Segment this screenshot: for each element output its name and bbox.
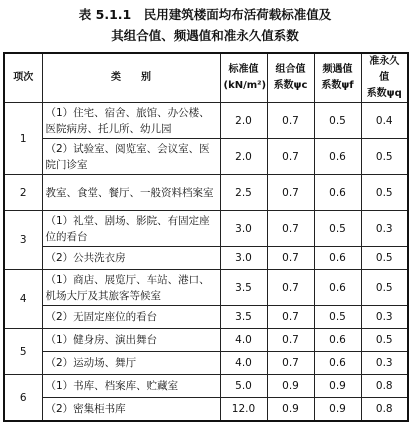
row-standard-value: 4.0 [220,352,267,375]
row-combination-coefficient: 0.7 [267,211,314,247]
row-index: 5 [4,329,42,375]
row-index: 6 [4,375,42,422]
row-index: 2 [4,175,42,211]
row-category: （1）商店、展览厅、车站、港口、机场大厅及其旅客等候室 [42,270,220,306]
header-standard-line1: 标准值 [228,64,259,75]
row-category: 教室、食堂、餐厅、一般资料档案室 [42,175,220,211]
row-combination-coefficient: 0.7 [267,103,314,139]
row-category: （1）健身房、演出舞台 [42,329,220,352]
row-standard-value: 3.5 [220,270,267,306]
row-quasi-coefficient: 0.5 [361,329,408,352]
table-row [4,329,408,352]
row-category: （2）试验室、阅览室、会议室、医院门诊室 [42,139,220,175]
header-category: 类 别 [42,53,220,103]
row-index: 4 [4,270,42,329]
row-frequent-coefficient: 0.6 [314,329,361,352]
row-quasi-coefficient: 0.3 [361,352,408,375]
row-combination-coefficient: 0.7 [267,306,314,329]
table-row [4,103,408,139]
row-category: （1）住宅、宿舍、旅馆、办公楼、医院病房、托儿所、幼儿园 [42,103,220,139]
header-quasi-line2: 系数ψq [366,88,402,99]
table-row [4,375,408,398]
header-frequent-coefficient [314,53,361,103]
row-frequent-coefficient: 0.6 [314,175,361,211]
header-combination-line1: 组合值 [275,64,306,75]
header-combination-line2: 系数ψc [273,80,308,91]
row-quasi-coefficient: 0.8 [361,398,408,422]
title-line-1: 表 5.1.1 民用建筑楼面均布活荷载标准值及 [78,7,332,22]
table-row [4,139,408,175]
row-category: （1）书库、档案库、贮藏室 [42,375,220,398]
row-combination-coefficient: 0.9 [267,398,314,422]
table-row [4,270,408,306]
header-standard-line2: (kN/m²) [223,80,267,91]
row-quasi-coefficient: 0.5 [361,270,408,306]
row-standard-value: 2.0 [220,103,267,139]
row-category: （2）密集柜书库 [42,398,220,422]
row-index: 3 [4,211,42,270]
row-combination-coefficient: 0.7 [267,329,314,352]
row-standard-value: 2.5 [220,175,267,211]
row-frequent-coefficient: 0.5 [314,211,361,247]
header-quasi-line1: 准永久值 [369,56,400,83]
row-standard-value: 12.0 [220,398,267,422]
row-frequent-coefficient: 0.5 [314,306,361,329]
row-combination-coefficient: 0.7 [267,270,314,306]
row-standard-value: 3.0 [220,211,267,247]
table-row [4,211,408,247]
row-combination-coefficient: 0.7 [267,139,314,175]
row-frequent-coefficient: 0.9 [314,375,361,398]
row-combination-coefficient: 0.9 [267,375,314,398]
row-combination-coefficient: 0.7 [267,352,314,375]
table-row [4,398,408,422]
load-table [3,52,409,422]
row-quasi-coefficient: 0.5 [361,139,408,175]
row-quasi-coefficient: 0.8 [361,375,408,398]
header-frequent-line1: 频遇值 [322,64,353,75]
header-combination-coefficient [267,53,314,103]
row-combination-coefficient: 0.7 [267,175,314,211]
row-quasi-coefficient: 0.4 [361,103,408,139]
row-frequent-coefficient: 0.6 [314,270,361,306]
table-row [4,247,408,270]
table-row [4,306,408,329]
row-standard-value: 4.0 [220,329,267,352]
row-frequent-coefficient: 0.5 [314,103,361,139]
row-quasi-coefficient: 0.3 [361,211,408,247]
table-row [4,352,408,375]
row-category: （2）运动场、舞厅 [42,352,220,375]
row-index: 1 [4,103,42,175]
row-standard-value: 2.0 [220,139,267,175]
header-row [4,53,408,103]
title-line-2: 其组合值、频遇值和准永久值系数 [111,28,299,43]
row-standard-value: 3.5 [220,306,267,329]
header-quasi-permanent-coefficient [361,53,408,103]
row-standard-value: 3.0 [220,247,267,270]
row-combination-coefficient: 0.7 [267,247,314,270]
row-frequent-coefficient: 0.6 [314,139,361,175]
row-quasi-coefficient: 0.3 [361,306,408,329]
table-row [4,175,408,211]
table-title [0,4,410,46]
row-frequent-coefficient: 0.9 [314,398,361,422]
row-category: （2）公共洗衣房 [42,247,220,270]
row-frequent-coefficient: 0.6 [314,352,361,375]
header-index: 项次 [4,53,42,103]
row-category: （2）无固定座位的看台 [42,306,220,329]
row-category: （1）礼堂、剧场、影院、有固定座位的看台 [42,211,220,247]
row-frequent-coefficient: 0.6 [314,247,361,270]
row-quasi-coefficient: 0.5 [361,175,408,211]
row-quasi-coefficient: 0.5 [361,247,408,270]
header-frequent-line2: 系数ψf [321,80,354,91]
header-standard-value [220,53,267,103]
row-standard-value: 5.0 [220,375,267,398]
